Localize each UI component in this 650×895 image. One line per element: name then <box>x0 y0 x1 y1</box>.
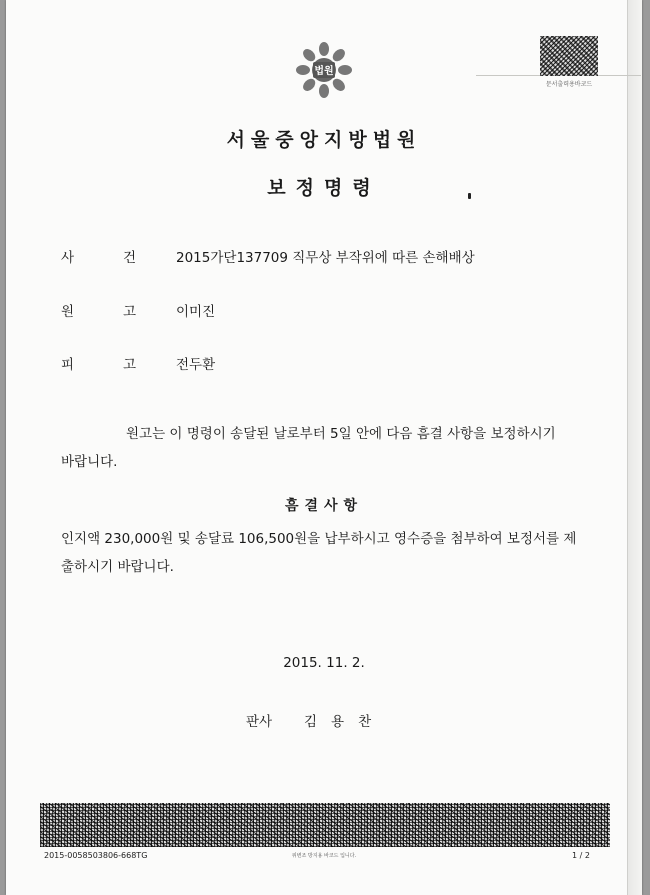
document-id: 2015-0058503806-668TG <box>44 851 148 860</box>
order-line-1: 원고는 이 명령이 송달된 날로부터 5일 안에 다음 흠결 사항을 보정하시기 <box>126 426 556 442</box>
judge-label: 판사 <box>246 714 273 730</box>
case-value: 2015가단137709 직무상 부작위에 따른 손해배상 <box>176 250 475 266</box>
defects-line-1: 인지액 230,000원 및 송달료 106,500원을 납부하시고 영수증을 첨부하여 보정서를 제 <box>61 531 577 547</box>
emblem-text: 법원 <box>314 66 334 77</box>
defects-title: 흠결사항 <box>284 498 364 514</box>
issue-date: 2015. 11. 2. <box>283 655 365 671</box>
document-title: 보정명령 <box>267 177 381 199</box>
qr-caption: 문서출력용바코드 <box>545 81 593 88</box>
court-name: 서울중앙지방법원 <box>226 129 422 151</box>
plaintiff-value: 이미진 <box>176 304 216 320</box>
order-line-2: 바랍니다. <box>61 454 118 470</box>
judge-name: 김용찬 <box>304 714 386 730</box>
order-paragraph <box>61 420 591 476</box>
qr-code <box>540 36 598 76</box>
defects-paragraph <box>61 525 591 581</box>
document-page <box>6 0 642 895</box>
court-emblem-icon <box>294 40 354 100</box>
plaintiff-label-b: 고 <box>123 304 137 320</box>
defendant-label-a: 피 <box>61 357 75 373</box>
defects-line-2: 출하시기 바랍니다. <box>61 559 174 575</box>
plaintiff-label-a: 원 <box>61 304 75 320</box>
anti-forgery-barcode <box>40 803 610 847</box>
barcode-caption: 위변조 방지용 바코드 입니다. <box>291 853 357 859</box>
page-number: 1 / 2 <box>572 851 590 860</box>
defendant-label-b: 고 <box>123 357 137 373</box>
case-label-b: 건 <box>123 250 137 266</box>
ink-mark <box>468 193 471 199</box>
case-label-a: 사 <box>61 250 75 266</box>
defendant-value: 전두환 <box>176 357 216 373</box>
